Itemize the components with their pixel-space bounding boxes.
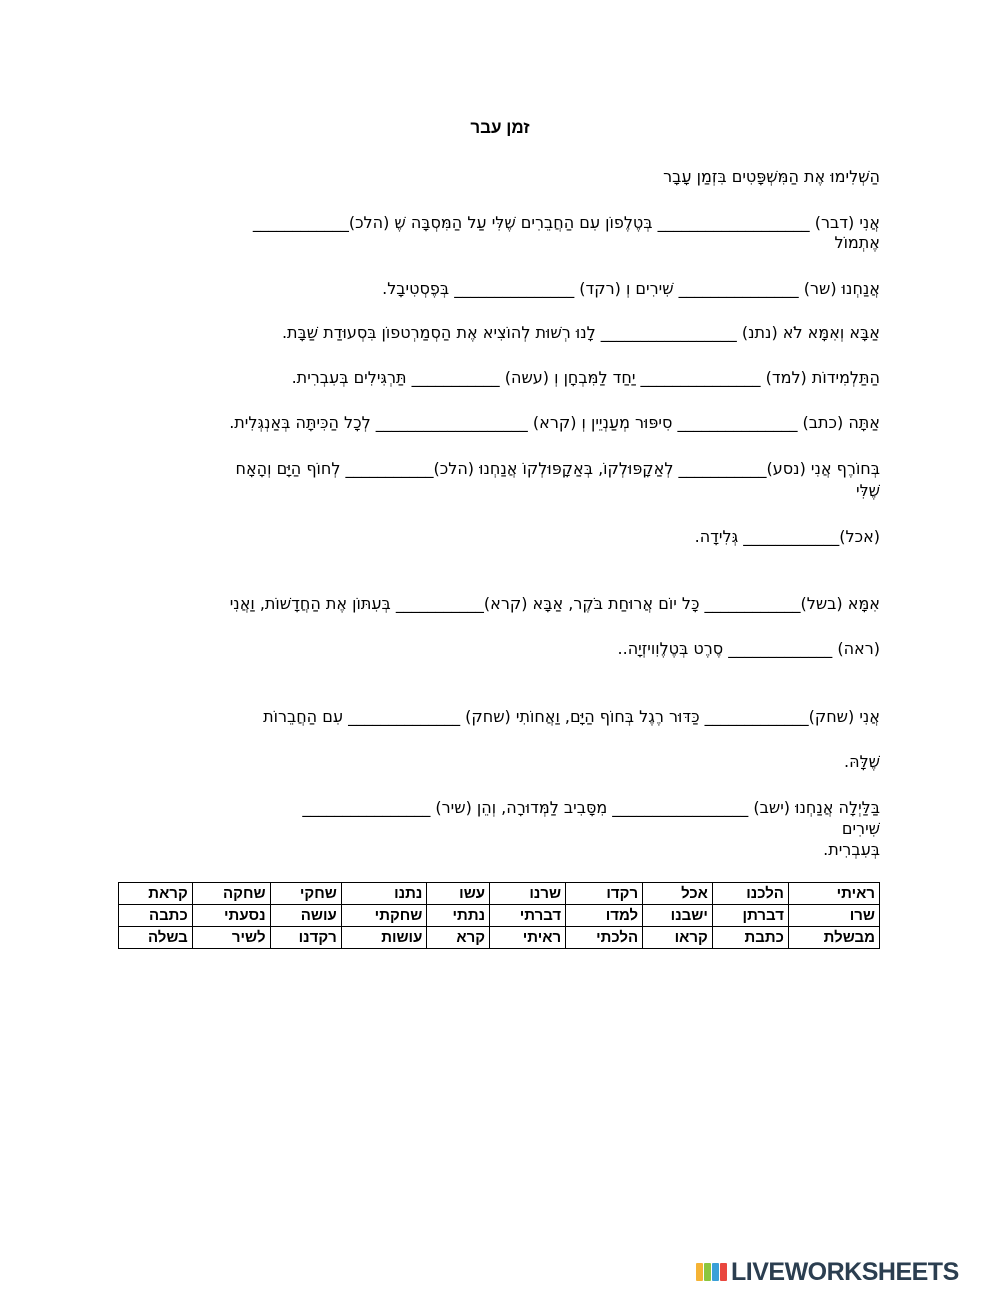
word-cell: נסעתי xyxy=(192,905,270,927)
word-cell: בשלה xyxy=(119,927,193,949)
word-cell: דברתן xyxy=(712,905,788,927)
word-cell: הלכתי xyxy=(566,927,643,949)
word-cell: שחקתי xyxy=(341,905,427,927)
word-bank-table xyxy=(118,882,880,949)
word-cell: כתבה xyxy=(119,905,193,927)
word-cell: נתנו xyxy=(341,883,427,905)
sentence-8: אֲנִי (שחק)_____________ כַּדּוּר רֶגֶל בְּחוֹף הַיָּם, וַאֲחוֹתִי (שחק) ______________ עִם הַחֲבֵרוֹת xyxy=(263,707,880,726)
word-cell: ראיתי xyxy=(490,927,566,949)
word-cell: דברתי xyxy=(490,905,566,927)
logo-text: LIVEWORKSHEETS xyxy=(731,1257,959,1286)
liveworksheets-logo xyxy=(696,1258,990,1286)
logo-mark-block xyxy=(696,1263,703,1281)
sentence-6-cont: שֶׁלִּי xyxy=(855,481,880,500)
word-cell: עושות xyxy=(341,927,427,949)
word-cell: שרו xyxy=(788,905,879,927)
word-cell: מבשלת xyxy=(788,927,879,949)
word-cell: לשיר xyxy=(192,927,270,949)
word-cell: כתבת xyxy=(712,927,788,949)
word-cell: רקדו xyxy=(566,883,643,905)
sentence-6: בְּחוֹרֶף אֲנִי (נסע)___________ לְאַקָפּוּלְקוֹ, בְּאַקָפּוּלְקוֹ אֲנַחְנוּ (הלכ)___________ לְחוֹף הַיָּם וְהָאָח xyxy=(235,459,880,478)
word-cell: קראת xyxy=(119,883,193,905)
word-cell: הלכנו xyxy=(712,883,788,905)
sentence-3: אַבָּא וְאִמָּא לֹא (נתנ) _________________ לָנוּ רְשׁוּת לְהוֹצִיא אֶת הַסְמַרְטפוֹן בִּסְעוּדַת שַׁבָּת. xyxy=(281,323,880,342)
instruction: הַשְׁלִימוּ אֶת הַמִּשְׁפָּטִים בִּזְמַן עָבָר xyxy=(663,167,880,186)
word-cell: רקדנו xyxy=(270,927,341,949)
sentence-6-end: (אכל)____________ גְּלִידָה. xyxy=(694,527,880,546)
table-row xyxy=(119,883,880,905)
sentence-2: אֲנַחְנוּ (שר) _______________ שִׁירִים וְ (רקד) _______________ בְּפֶסְטִיבָל. xyxy=(382,279,880,298)
table-row xyxy=(119,905,880,927)
sentence-9: בַּלַּיְלָה אֲנַחְנוּ (ישב) _________________ מִסָּבִיב לַמְּדוּרָה, וְהֵן (שיר) ________________ xyxy=(302,798,880,817)
word-cell: שרנו xyxy=(490,883,566,905)
word-cell: ישבנו xyxy=(643,905,713,927)
sentence-4: הַתַּלְמִידוֹת (למד) _______________ יַחַד לַמִּבְחָן וְ (עשה) ___________ תַּרְגִּילִים בְּעִבְרִית. xyxy=(291,368,880,387)
sentence-1: אֲנִי (דבר) ___________________ בְּטֶלֶפוֹן עִם הַחֲבֵרִים שֶׁלִּי עַל הַמִּסְבָּה שֶׁ (הלכ)____________ xyxy=(252,213,880,232)
word-cell: שחקה xyxy=(192,883,270,905)
sentence-9-cont: שִׁירִים xyxy=(841,819,880,838)
word-cell: אכל xyxy=(643,883,713,905)
word-cell: ראיתי xyxy=(788,883,879,905)
word-cell: קרא xyxy=(427,927,490,949)
logo-mark-icon xyxy=(696,1263,727,1281)
logo-mark-block xyxy=(704,1263,711,1281)
sentence-8-end: שֶׁלָּהּ. xyxy=(844,752,880,771)
word-cell: למדו xyxy=(566,905,643,927)
word-cell: שחקי xyxy=(270,883,341,905)
sentence-9-end: בְּעִבְרִית. xyxy=(823,840,880,859)
word-cell: עשו xyxy=(427,883,490,905)
page-title: זמן עבר xyxy=(470,118,530,137)
logo-mark-block xyxy=(720,1263,727,1281)
sentence-7-end: (ראה) _____________ סֶרֶט בְּטֶלֶוִויזְיָה.. xyxy=(617,639,880,658)
sentence-1-cont: אֶתְמוֹל xyxy=(834,233,880,252)
word-cell: עושה xyxy=(270,905,341,927)
sentence-5: אַתָּה (כתב) _______________ סִיפּוּר מְעַנְיֵין וְ (קרא) ___________________ לְכָל הַכִּיתָּה בְּאַנְגְּלִית. xyxy=(229,413,880,432)
word-cell: נתתי xyxy=(427,905,490,927)
table-row xyxy=(119,927,880,949)
word-cell: קראו xyxy=(643,927,713,949)
logo-mark-block xyxy=(712,1263,719,1281)
sentence-7: אִמָּא (בשל)____________ כָּל יוֹם אֲרוּחַת בֹּקֶר, אַבָּא (קרא)___________ בְּעִתּוֹן אֶת הַחֲדָשׁוֹת, וַאֲנִי xyxy=(229,594,880,613)
